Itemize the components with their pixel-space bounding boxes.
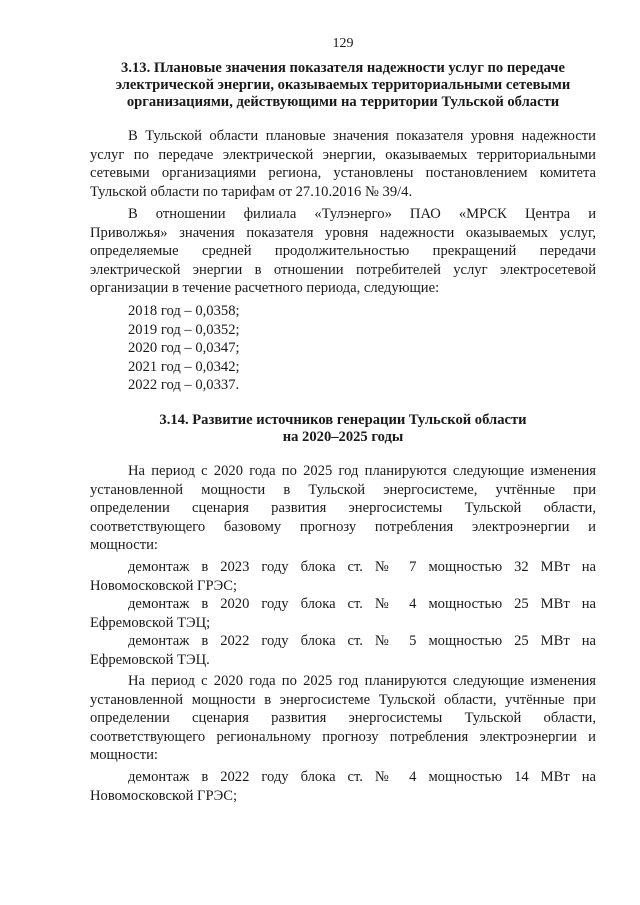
list-item: демонтаж в 2022 году блока ст. № 5 мощностью 25 МВт на [128,633,596,650]
paragraph-3-13-tulenergo [90,205,596,298]
list-item: демонтаж в 2020 году блока ст. № 4 мощностью 25 МВт на [128,596,596,613]
text-line: определяемые средней продолжительностью прекращений передачи [90,243,596,260]
list-item-continuation: Ефремовской ТЭЦ; [90,614,211,631]
text-line: соответствующего региональному прогнозу потребления электроэнергии и [90,728,596,745]
list-item: демонтаж в 2022 году блока ст. № 4 мощностью 14 МВт на [128,769,596,785]
text-line: На период с 2020 года по 2025 год планируются следующие изменения [128,673,596,689]
list-item: 2022 год – 0,0337. [128,377,240,394]
text-line: сетевыми организациями региона, установлены постановлением комитета [90,165,596,182]
paragraph-3-14-base-scenario [90,462,596,555]
text-line: установленной мощности в Тульской энергосистеме, учтённые при [90,481,596,498]
paragraph-3-13-reliability-intro [90,127,596,201]
text-line: В Тульской области плановые значения показателя уровня надежности [128,128,596,144]
text-line: Приволжья» значения показателя уровня надежности оказываемых услуг, [90,224,596,241]
list-item: 2021 год – 0,0342; [128,358,240,375]
dismantling-list-regional [90,768,596,805]
heading-line: организациями, действующими на территории Тульской области [126,94,560,110]
text-line: определении сценария развития энергосистемы Тульской области, [90,500,596,517]
text-line: услуг по передаче электрической энергии, оказываемых территориальными [90,146,596,163]
section-heading-3-14 [90,412,596,446]
text-line: соответствующего базовому прогнозу потребления электроэнергии и [90,518,596,535]
heading-line: электрической энергии, оказываемых территориальными сетевыми [115,77,571,93]
text-line: Тульской области по тарифам от 27.10.2016 № 39/4. [90,183,413,200]
list-item: 2019 год – 0,0352; [128,321,240,338]
text-line: На период с 2020 года по 2025 год планируются следующие изменения [128,463,596,479]
list-item: демонтаж в 2023 году блока ст. № 7 мощностью 32 МВт на [128,559,596,575]
heading-line: 3.14. Развитие источников генерации Тульской области [159,412,527,428]
text-line: мощности: [90,747,158,764]
page-number: 129 [332,36,354,51]
year-values-list [90,302,596,395]
section-heading-3-13 [90,60,596,111]
list-item-continuation: Ефремовской ТЭЦ. [90,651,210,668]
list-item: 2020 год – 0,0347; [128,340,240,357]
list-item: 2018 год – 0,0358; [128,303,240,319]
heading-line: 3.13. Плановые значения показателя надежности услуг по передаче [121,60,565,76]
text-line: организации в течение расчетного периода, следующие: [90,280,440,297]
text-line: В отношении филиала «Тулэнерго» ПАО «МРСК Центра и [128,206,596,222]
paragraph-3-14-regional-scenario [90,672,596,765]
text-line: электрической энергии в отношении потребителей услуг электросетевой [90,261,596,278]
heading-line: на 2020–2025 годы [282,429,404,445]
list-item-continuation: Новомосковской ГРЭС; [90,787,238,804]
text-line: мощности: [90,537,158,554]
text-line: определении сценария развития энергосистемы Тульской области, [90,710,596,727]
list-item-continuation: Новомосковской ГРЭС; [90,577,238,594]
dismantling-list-base [90,558,596,670]
text-line: установленной мощности в энергосистеме Тульской области, учтённые при [90,691,596,708]
